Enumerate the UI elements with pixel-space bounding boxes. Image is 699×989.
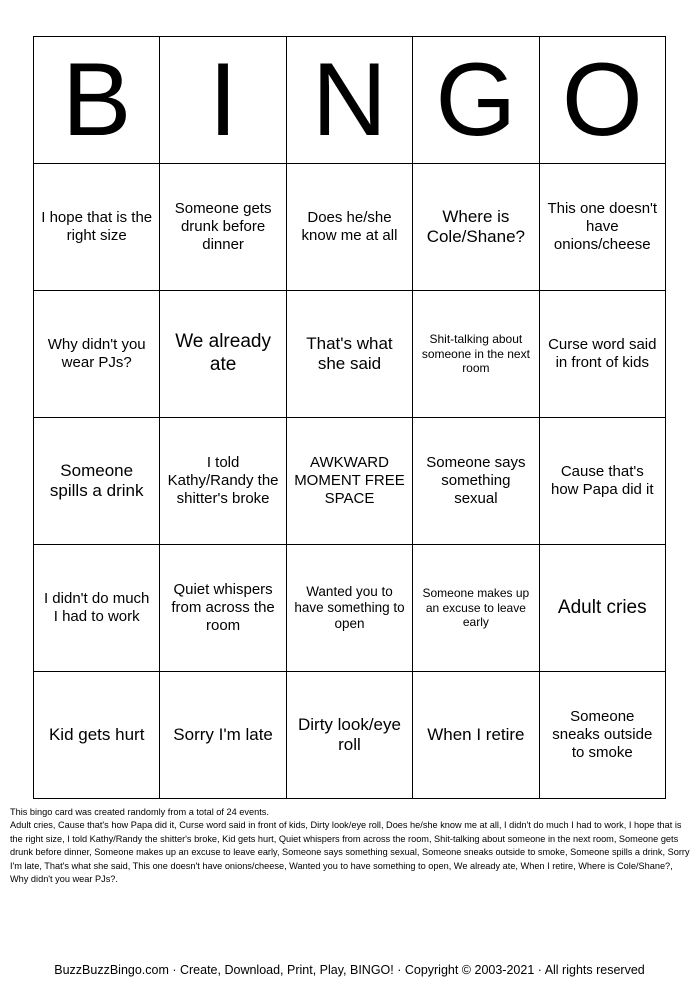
bingo-cell: We already ate: [160, 291, 286, 418]
bingo-cell: Someone makes up an excuse to leave early: [413, 545, 539, 672]
free-space-cell: AWKWARD MOMENT FREE SPACE: [286, 418, 412, 545]
bingo-cell: Someone says something sexual: [413, 418, 539, 545]
card-row-3: [34, 418, 666, 545]
bingo-cell: Dirty look/eye roll: [286, 672, 412, 799]
bingo-cell: Quiet whispers from across the room: [160, 545, 286, 672]
bingo-cell: Curse word said in front of kids: [539, 291, 665, 418]
card-row-4: [34, 545, 666, 672]
header-row: [34, 37, 666, 164]
header-letter-n: N: [286, 37, 412, 164]
card-info-summary: This bingo card was created randomly from a total of 24 events.: [10, 807, 269, 817]
site-footer: BuzzBuzzBingo.com · Create, Download, Print, Play, BINGO! · Copyright © 2003-2021 · All rights reserved: [54, 963, 645, 977]
bingo-cell: Sorry I'm late: [160, 672, 286, 799]
bingo-cell: Where is Cole/Shane?: [413, 164, 539, 291]
bingo-cell: Kid gets hurt: [34, 672, 160, 799]
bingo-card: [33, 36, 666, 799]
bingo-cell: Does he/she know me at all: [286, 164, 412, 291]
header-letter-g: G: [413, 37, 539, 164]
header-letter-o: O: [539, 37, 665, 164]
header-letter-b: B: [34, 37, 160, 164]
bingo-cell: That's what she said: [286, 291, 412, 418]
card-info: [10, 806, 690, 886]
card-row-1: [34, 164, 666, 291]
bingo-cell: Shit-talking about someone in the next room: [413, 291, 539, 418]
bingo-cell: Someone sneaks outside to smoke: [539, 672, 665, 799]
bingo-cell: Wanted you to have something to open: [286, 545, 412, 672]
bingo-cell: I didn't do much I had to work: [34, 545, 160, 672]
bingo-cell: Someone spills a drink: [34, 418, 160, 545]
bingo-cell: This one doesn't have onions/cheese: [539, 164, 665, 291]
bingo-cell: I hope that is the right size: [34, 164, 160, 291]
card-row-2: [34, 291, 666, 418]
bingo-cell: Someone gets drunk before dinner: [160, 164, 286, 291]
card-row-5: [34, 672, 666, 799]
bingo-cell: Adult cries: [539, 545, 665, 672]
bingo-cell: Cause that's how Papa did it: [539, 418, 665, 545]
bingo-cell: Why didn't you wear PJs?: [34, 291, 160, 418]
header-letter-i: I: [160, 37, 286, 164]
bingo-cell: When I retire: [413, 672, 539, 799]
card-info-events: Adult cries, Cause that's how Papa did it, Curse word said in front of kids, Dirty look/eye roll, Does he/she know me at all, I didn't do much I had to work, I hope that is the right size, I told Kathy/Randy the shitter's broke, Kid gets hurt, Quiet whispers from across the room, Shit-talking about someone in the next room, Someone gets drunk before dinner, Someone makes up an excuse to leave early, Someone says something sexual, Someone sneaks outside to smoke, Someone spills a drink, Sorry I'm late, That's what she said, This one doesn't have onions/cheese, Wanted you to have something to open, We already ate, When I retire, Where is Cole/Shane?, Why didn't you wear PJs?.: [10, 820, 690, 885]
bingo-cell: I told Kathy/Randy the shitter's broke: [160, 418, 286, 545]
